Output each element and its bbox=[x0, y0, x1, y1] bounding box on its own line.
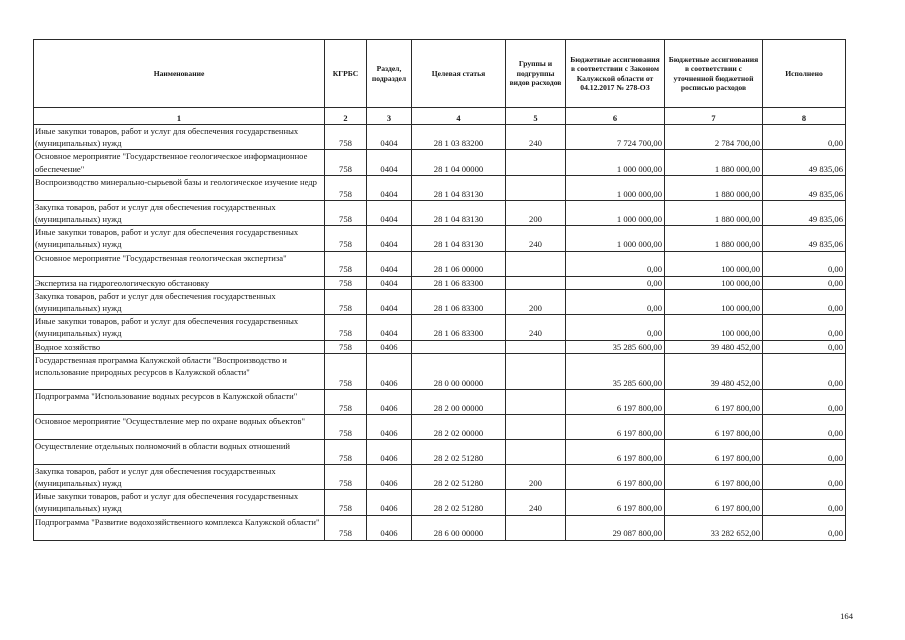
row-section: 0404 bbox=[367, 175, 412, 200]
row-approved: 1 000 000,00 bbox=[566, 200, 665, 225]
row-executed: 0,00 bbox=[763, 276, 846, 289]
row-executed: 0,00 bbox=[763, 389, 846, 414]
row-target: 28 0 00 00000 bbox=[412, 353, 506, 389]
table-row bbox=[34, 315, 846, 340]
row-name: Закупка товаров, работ и услуг для обеспечения государственных (муниципальных) нужд bbox=[34, 200, 325, 225]
row-name: Закупка товаров, работ и услуг для обеспечения государственных (муниципальных) нужд bbox=[34, 464, 325, 489]
header-row bbox=[34, 40, 846, 108]
row-approved: 35 285 600,00 bbox=[566, 340, 665, 353]
row-target: 28 2 02 51280 bbox=[412, 490, 506, 515]
row-name: Закупка товаров, работ и услуг для обеспечения государственных (муниципальных) нужд bbox=[34, 289, 325, 314]
row-executed: 0,00 bbox=[763, 289, 846, 314]
row-groups bbox=[506, 175, 566, 200]
row-executed: 0,00 bbox=[763, 414, 846, 439]
row-section: 0404 bbox=[367, 289, 412, 314]
row-approved: 7 724 700,00 bbox=[566, 125, 665, 150]
row-approved: 29 087 800,00 bbox=[566, 515, 665, 540]
row-groups bbox=[506, 251, 566, 276]
row-section: 0404 bbox=[367, 226, 412, 251]
column-number: 6 bbox=[566, 108, 665, 125]
row-groups bbox=[506, 340, 566, 353]
row-approved: 0,00 bbox=[566, 289, 665, 314]
row-target: 28 1 04 83130 bbox=[412, 200, 506, 225]
row-section: 0406 bbox=[367, 340, 412, 353]
row-executed: 49 835,06 bbox=[763, 175, 846, 200]
table-row bbox=[34, 175, 846, 200]
row-groups: 240 bbox=[506, 490, 566, 515]
row-approved: 0,00 bbox=[566, 315, 665, 340]
row-name: Подпрограмма "Развитие водохозяйственного комплекса Калужской области" bbox=[34, 515, 325, 540]
row-kgrbs: 758 bbox=[325, 353, 367, 389]
row-kgrbs: 758 bbox=[325, 289, 367, 314]
row-executed: 0,00 bbox=[763, 515, 846, 540]
row-target: 28 1 06 83300 bbox=[412, 289, 506, 314]
row-approved: 6 197 800,00 bbox=[566, 439, 665, 464]
table-row bbox=[34, 200, 846, 225]
row-executed: 49 835,06 bbox=[763, 150, 846, 175]
row-executed: 0,00 bbox=[763, 340, 846, 353]
header-section: Раздел, подраздел bbox=[367, 40, 412, 108]
row-revised: 6 197 800,00 bbox=[665, 490, 763, 515]
row-name: Водное хозяйство bbox=[34, 340, 325, 353]
table-row bbox=[34, 226, 846, 251]
table-row bbox=[34, 150, 846, 175]
row-executed: 0,00 bbox=[763, 439, 846, 464]
row-name: Основное мероприятие "Государственное геологическое информационное обеспечение" bbox=[34, 150, 325, 175]
row-revised: 1 880 000,00 bbox=[665, 226, 763, 251]
table-row bbox=[34, 414, 846, 439]
row-kgrbs: 758 bbox=[325, 490, 367, 515]
row-target: 28 2 02 00000 bbox=[412, 414, 506, 439]
row-name: Подпрограмма "Использование водных ресурсов в Калужской области" bbox=[34, 389, 325, 414]
column-number: 7 bbox=[665, 108, 763, 125]
row-kgrbs: 758 bbox=[325, 439, 367, 464]
row-section: 0406 bbox=[367, 389, 412, 414]
row-kgrbs: 758 bbox=[325, 251, 367, 276]
row-kgrbs: 758 bbox=[325, 150, 367, 175]
row-target: 28 2 00 00000 bbox=[412, 389, 506, 414]
row-revised: 6 197 800,00 bbox=[665, 439, 763, 464]
row-groups bbox=[506, 389, 566, 414]
row-groups bbox=[506, 515, 566, 540]
row-executed: 0,00 bbox=[763, 315, 846, 340]
row-section: 0406 bbox=[367, 353, 412, 389]
row-executed: 49 835,06 bbox=[763, 200, 846, 225]
header-kgrbs: КГРБС bbox=[325, 40, 367, 108]
row-section: 0404 bbox=[367, 150, 412, 175]
row-revised: 100 000,00 bbox=[665, 289, 763, 314]
row-target: 28 1 06 83300 bbox=[412, 315, 506, 340]
row-kgrbs: 758 bbox=[325, 340, 367, 353]
row-approved: 6 197 800,00 bbox=[566, 414, 665, 439]
row-section: 0406 bbox=[367, 490, 412, 515]
row-approved: 1 000 000,00 bbox=[566, 175, 665, 200]
column-number: 2 bbox=[325, 108, 367, 125]
row-kgrbs: 758 bbox=[325, 276, 367, 289]
header-name: Наименование bbox=[34, 40, 325, 108]
row-name: Государственная программа Калужской области "Воспроизводство и использование природных ресурсов в Калужской области" bbox=[34, 353, 325, 389]
row-section: 0406 bbox=[367, 464, 412, 489]
row-kgrbs: 758 bbox=[325, 226, 367, 251]
row-section: 0404 bbox=[367, 315, 412, 340]
row-revised: 6 197 800,00 bbox=[665, 414, 763, 439]
table-row bbox=[34, 389, 846, 414]
row-approved: 1 000 000,00 bbox=[566, 226, 665, 251]
row-groups bbox=[506, 439, 566, 464]
row-name: Иные закупки товаров, работ и услуг для обеспечения государственных (муниципальных) нужд bbox=[34, 226, 325, 251]
row-target: 28 1 04 83130 bbox=[412, 226, 506, 251]
row-approved: 6 197 800,00 bbox=[566, 389, 665, 414]
row-approved: 0,00 bbox=[566, 251, 665, 276]
row-kgrbs: 758 bbox=[325, 389, 367, 414]
row-name: Основное мероприятие "Осуществление мер по охране водных объектов" bbox=[34, 414, 325, 439]
column-number: 1 bbox=[34, 108, 325, 125]
row-revised: 2 784 700,00 bbox=[665, 125, 763, 150]
table-row bbox=[34, 125, 846, 150]
row-target: 28 1 06 00000 bbox=[412, 251, 506, 276]
row-kgrbs: 758 bbox=[325, 200, 367, 225]
row-target: 28 2 02 51280 bbox=[412, 439, 506, 464]
row-section: 0406 bbox=[367, 439, 412, 464]
row-groups bbox=[506, 276, 566, 289]
row-approved: 1 000 000,00 bbox=[566, 150, 665, 175]
row-groups bbox=[506, 353, 566, 389]
row-executed: 0,00 bbox=[763, 125, 846, 150]
row-approved: 35 285 600,00 bbox=[566, 353, 665, 389]
budget-table bbox=[33, 39, 846, 541]
row-name: Иные закупки товаров, работ и услуг для обеспечения государственных (муниципальных) нужд bbox=[34, 315, 325, 340]
table-row bbox=[34, 353, 846, 389]
row-section: 0404 bbox=[367, 276, 412, 289]
row-target: 28 1 04 00000 bbox=[412, 150, 506, 175]
row-revised: 33 282 652,00 bbox=[665, 515, 763, 540]
row-section: 0404 bbox=[367, 251, 412, 276]
row-name: Экспертиза на гидрогеологическую обстановку bbox=[34, 276, 325, 289]
row-revised: 100 000,00 bbox=[665, 315, 763, 340]
row-revised: 6 197 800,00 bbox=[665, 464, 763, 489]
row-groups: 200 bbox=[506, 200, 566, 225]
row-kgrbs: 758 bbox=[325, 464, 367, 489]
row-revised: 100 000,00 bbox=[665, 276, 763, 289]
row-kgrbs: 758 bbox=[325, 515, 367, 540]
row-revised: 100 000,00 bbox=[665, 251, 763, 276]
column-number: 4 bbox=[412, 108, 506, 125]
header-executed: Исполнено bbox=[763, 40, 846, 108]
table-row bbox=[34, 439, 846, 464]
row-revised: 39 480 452,00 bbox=[665, 340, 763, 353]
row-executed: 49 835,06 bbox=[763, 226, 846, 251]
row-name: Основное мероприятие "Государственная геологическая экспертиза" bbox=[34, 251, 325, 276]
row-target: 28 2 02 51280 bbox=[412, 464, 506, 489]
table-row bbox=[34, 340, 846, 353]
column-numbers-row bbox=[34, 108, 846, 125]
table-row bbox=[34, 251, 846, 276]
row-section: 0406 bbox=[367, 414, 412, 439]
row-groups bbox=[506, 414, 566, 439]
row-approved: 0,00 bbox=[566, 276, 665, 289]
header-groups: Группы и подгруппы видов расходов bbox=[506, 40, 566, 108]
row-groups: 240 bbox=[506, 125, 566, 150]
row-section: 0404 bbox=[367, 200, 412, 225]
table-row bbox=[34, 276, 846, 289]
column-number: 8 bbox=[763, 108, 846, 125]
row-revised: 1 880 000,00 bbox=[665, 150, 763, 175]
row-kgrbs: 758 bbox=[325, 315, 367, 340]
table-row bbox=[34, 289, 846, 314]
row-groups: 240 bbox=[506, 315, 566, 340]
row-kgrbs: 758 bbox=[325, 175, 367, 200]
row-target: 28 1 04 83130 bbox=[412, 175, 506, 200]
row-groups: 200 bbox=[506, 289, 566, 314]
column-number: 3 bbox=[367, 108, 412, 125]
row-groups: 240 bbox=[506, 226, 566, 251]
row-section: 0406 bbox=[367, 515, 412, 540]
header-revised: Бюджетные ассигнования в соответствии с уточненной бюджетной росписью расходов bbox=[665, 40, 763, 108]
row-groups bbox=[506, 150, 566, 175]
row-name: Воспроизводство минерально-сырьевой базы и геологическое изучение недр bbox=[34, 175, 325, 200]
row-executed: 0,00 bbox=[763, 464, 846, 489]
row-executed: 0,00 bbox=[763, 251, 846, 276]
page-number: 164 bbox=[840, 611, 853, 621]
header-target: Целевая статья bbox=[412, 40, 506, 108]
row-target: 28 1 03 83200 bbox=[412, 125, 506, 150]
row-approved: 6 197 800,00 bbox=[566, 490, 665, 515]
row-approved: 6 197 800,00 bbox=[566, 464, 665, 489]
table-row bbox=[34, 490, 846, 515]
row-name: Осуществление отдельных полномочий в области водных отношений bbox=[34, 439, 325, 464]
header-approved: Бюджетные ассигнования в соответствии с Законом Калужской области от 04.12.2017 № 278-ОЗ bbox=[566, 40, 665, 108]
row-executed: 0,00 bbox=[763, 353, 846, 389]
column-number: 5 bbox=[506, 108, 566, 125]
row-revised: 1 880 000,00 bbox=[665, 200, 763, 225]
table-row bbox=[34, 515, 846, 540]
row-target bbox=[412, 340, 506, 353]
row-groups: 200 bbox=[506, 464, 566, 489]
row-kgrbs: 758 bbox=[325, 125, 367, 150]
row-revised: 1 880 000,00 bbox=[665, 175, 763, 200]
row-name: Иные закупки товаров, работ и услуг для обеспечения государственных (муниципальных) нужд bbox=[34, 490, 325, 515]
row-name: Иные закупки товаров, работ и услуг для обеспечения государственных (муниципальных) нужд bbox=[34, 125, 325, 150]
row-executed: 0,00 bbox=[763, 490, 846, 515]
row-kgrbs: 758 bbox=[325, 414, 367, 439]
row-target: 28 6 00 00000 bbox=[412, 515, 506, 540]
row-section: 0404 bbox=[367, 125, 412, 150]
row-revised: 39 480 452,00 bbox=[665, 353, 763, 389]
row-revised: 6 197 800,00 bbox=[665, 389, 763, 414]
row-target: 28 1 06 83300 bbox=[412, 276, 506, 289]
table-row bbox=[34, 464, 846, 489]
